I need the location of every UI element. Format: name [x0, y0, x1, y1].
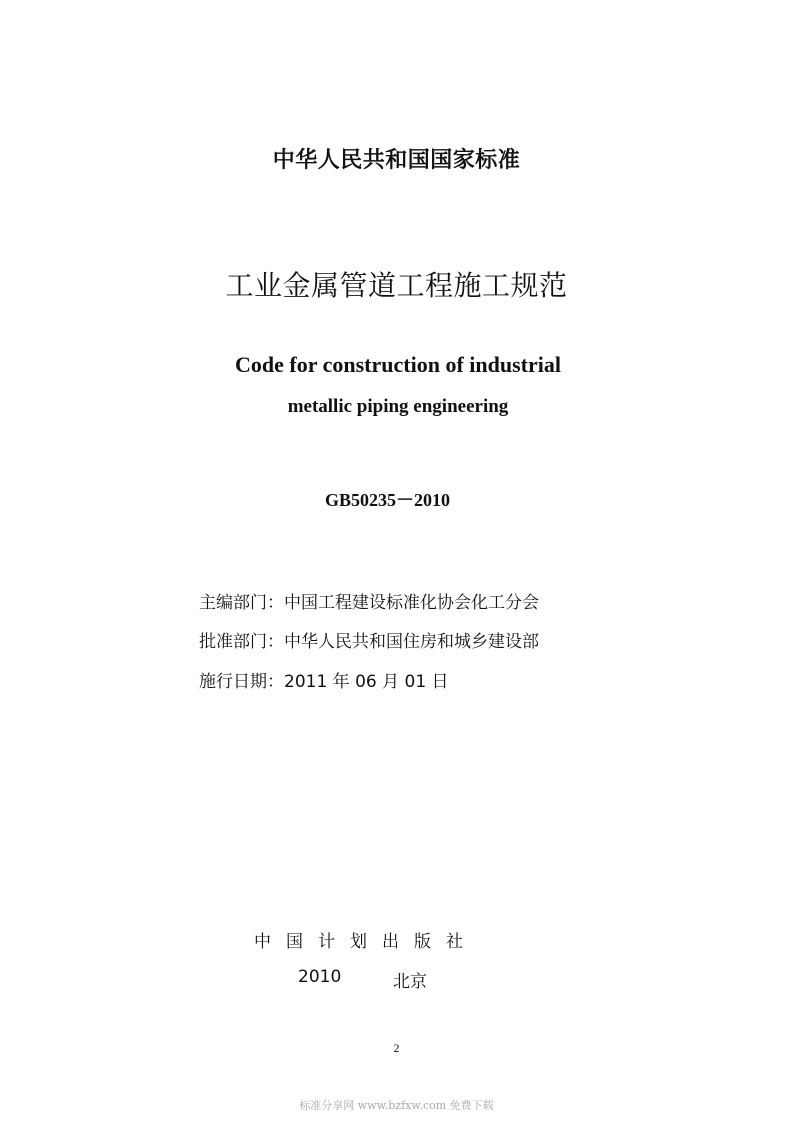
- chinese-title: 工业金属管道工程施工规范: [225, 269, 568, 302]
- watermark-footer: 标准分享网 www.bzfxw.com 免费下载: [299, 1099, 494, 1112]
- national-standard-heading: 中华人民共和国国家标准: [272, 148, 521, 173]
- effective-date: 施行日期：2011 年 06 月 01 日: [199, 672, 449, 692]
- approving-department: 批准部门：中华人民共和国住房和城乡建设部: [199, 632, 539, 652]
- publication-year: 2010: [298, 967, 342, 987]
- publisher-name: 中国计划出版社: [254, 932, 478, 952]
- editor-department: 主编部门：中国工程建设标准化协会化工分会: [199, 593, 539, 613]
- publication-city: 北京: [393, 972, 427, 992]
- standard-code: GB50235－2010: [324, 490, 450, 510]
- page-number: 2: [393, 1041, 400, 1055]
- english-title-line-2: metallic piping engineering: [287, 396, 509, 417]
- english-title-line-1: Code for construction of industrial: [235, 352, 561, 377]
